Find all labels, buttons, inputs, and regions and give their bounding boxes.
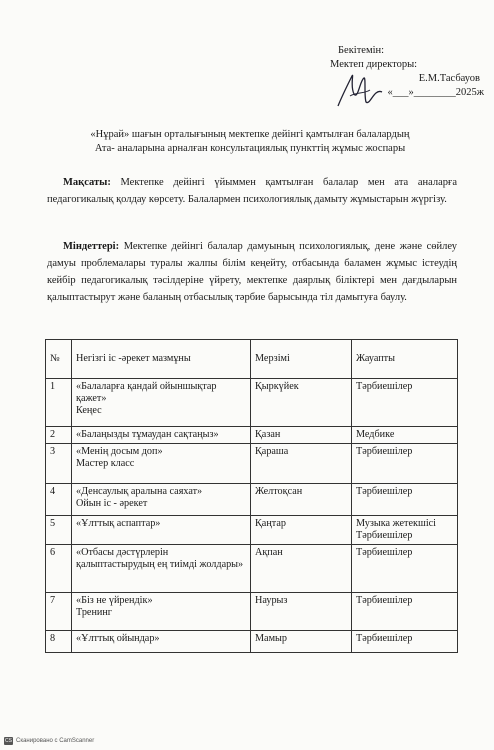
goal-paragraph — [47, 174, 457, 208]
row-content: «Менің досым доп» Мастер класс — [72, 444, 251, 484]
scanner-footer — [4, 737, 94, 745]
row-responsible: Тәрбиешілер — [352, 593, 458, 631]
row-date: Мамыр — [251, 631, 352, 653]
row-number: 3 — [46, 444, 72, 484]
row-number: 8 — [46, 631, 72, 653]
row-content: «Денсаулық аралына саяхат» Ойын іс - әрекет — [72, 484, 251, 516]
header-responsible: Жауапты — [352, 340, 458, 379]
row-responsible: Музыка жетекшісі Тәрбиешілер — [352, 516, 458, 545]
row-content: «Ұлттық ойындар» — [72, 631, 251, 653]
row-date: Желтоқсан — [251, 484, 352, 516]
row-content: «Біз не үйрендік» Тренинг — [72, 593, 251, 631]
row-number: 2 — [46, 427, 72, 444]
footer-text: Сканировано с CamScanner — [16, 738, 95, 744]
title-line-2: Ата- аналарына арналған консультациялық пункттің жұмыс жоспары — [94, 143, 406, 154]
row-date: Қараша — [251, 444, 352, 484]
approval-line-3: Е.М.Тасбауов — [418, 73, 480, 84]
table-row — [46, 484, 458, 516]
title-line-1: «Нұрай» шағын орталығының мектепке дейінгі қамтылған балалардың — [90, 129, 410, 140]
approval-line-1: Бекітемін: — [338, 45, 385, 56]
row-date: Қазан — [251, 427, 352, 444]
row-responsible: Тәрбиешілер — [352, 484, 458, 516]
row-number: 6 — [46, 545, 72, 593]
table-header-row — [46, 340, 458, 379]
row-responsible: Тәрбиешілер — [352, 444, 458, 484]
signature-mark — [330, 66, 390, 116]
row-date: Ақпан — [251, 545, 352, 593]
row-responsible: Тәрбиешілер — [352, 379, 458, 427]
row-content: «Отбасы дәстүрлерін қалыптастырудың ең тиімді жолдары» — [72, 545, 251, 593]
table-row — [46, 593, 458, 631]
row-number: 4 — [46, 484, 72, 516]
table-row — [46, 631, 458, 653]
header-number: № — [46, 340, 72, 379]
header-date: Мерзімі — [251, 340, 352, 379]
goal-label: Мақсаты: — [63, 177, 111, 188]
row-number: 5 — [46, 516, 72, 545]
approval-line-4: «___»________2025ж — [387, 87, 484, 98]
tasks-paragraph — [47, 238, 457, 306]
table-body — [46, 379, 458, 653]
row-responsible: Тәрбиешілер — [352, 631, 458, 653]
table-row — [46, 516, 458, 545]
camscanner-icon: CS — [5, 738, 12, 744]
goal-text: Мектепке дейінгі үйыммен қамтылған балалар мен ата аналарға педагогикалық қолдау көрсету. Балалармен психологиялық дамыту жұмыстарын жүргізу. — [47, 177, 457, 205]
row-content: «Балаңызды тұмаудан сақтаңыз» — [72, 427, 251, 444]
header-content: Негізгі іс -әрекет мазмұны — [72, 340, 251, 379]
table-row — [46, 379, 458, 427]
row-responsible: Тәрбиешілер — [352, 545, 458, 593]
row-date: Қаңтар — [251, 516, 352, 545]
row-number: 1 — [46, 379, 72, 427]
tasks-label: Міндеттері: — [63, 241, 120, 252]
row-content: «Ұлттық аспаптар» — [72, 516, 251, 545]
table-row — [46, 444, 458, 484]
row-date: Наурыз — [251, 593, 352, 631]
approval-line-2: Мектеп директоры: — [330, 59, 418, 70]
row-responsible: Медбике — [352, 427, 458, 444]
row-number: 7 — [46, 593, 72, 631]
row-content: «Балаларға қандай ойыншықтар қажет» Кеңес — [72, 379, 251, 427]
table-row — [46, 545, 458, 593]
row-date: Қыркүйек — [251, 379, 352, 427]
plan-table — [45, 339, 458, 653]
tasks-text: Мектепке дейінгі балалар дамуының психологиялық, дене және сөйлеу дамуы проблемалары туралы жалпы білім кеңейту, отбасында баламен жұмыс істеудің кейбір педагогикалық тәсілдеріне үйрету, мектепке даярлық біліктері мен дағдыларын қалыптастырут және баланың отбасылық тәрбие барысында тіл дамытуға баулу. — [47, 241, 457, 303]
table-row — [46, 427, 458, 444]
